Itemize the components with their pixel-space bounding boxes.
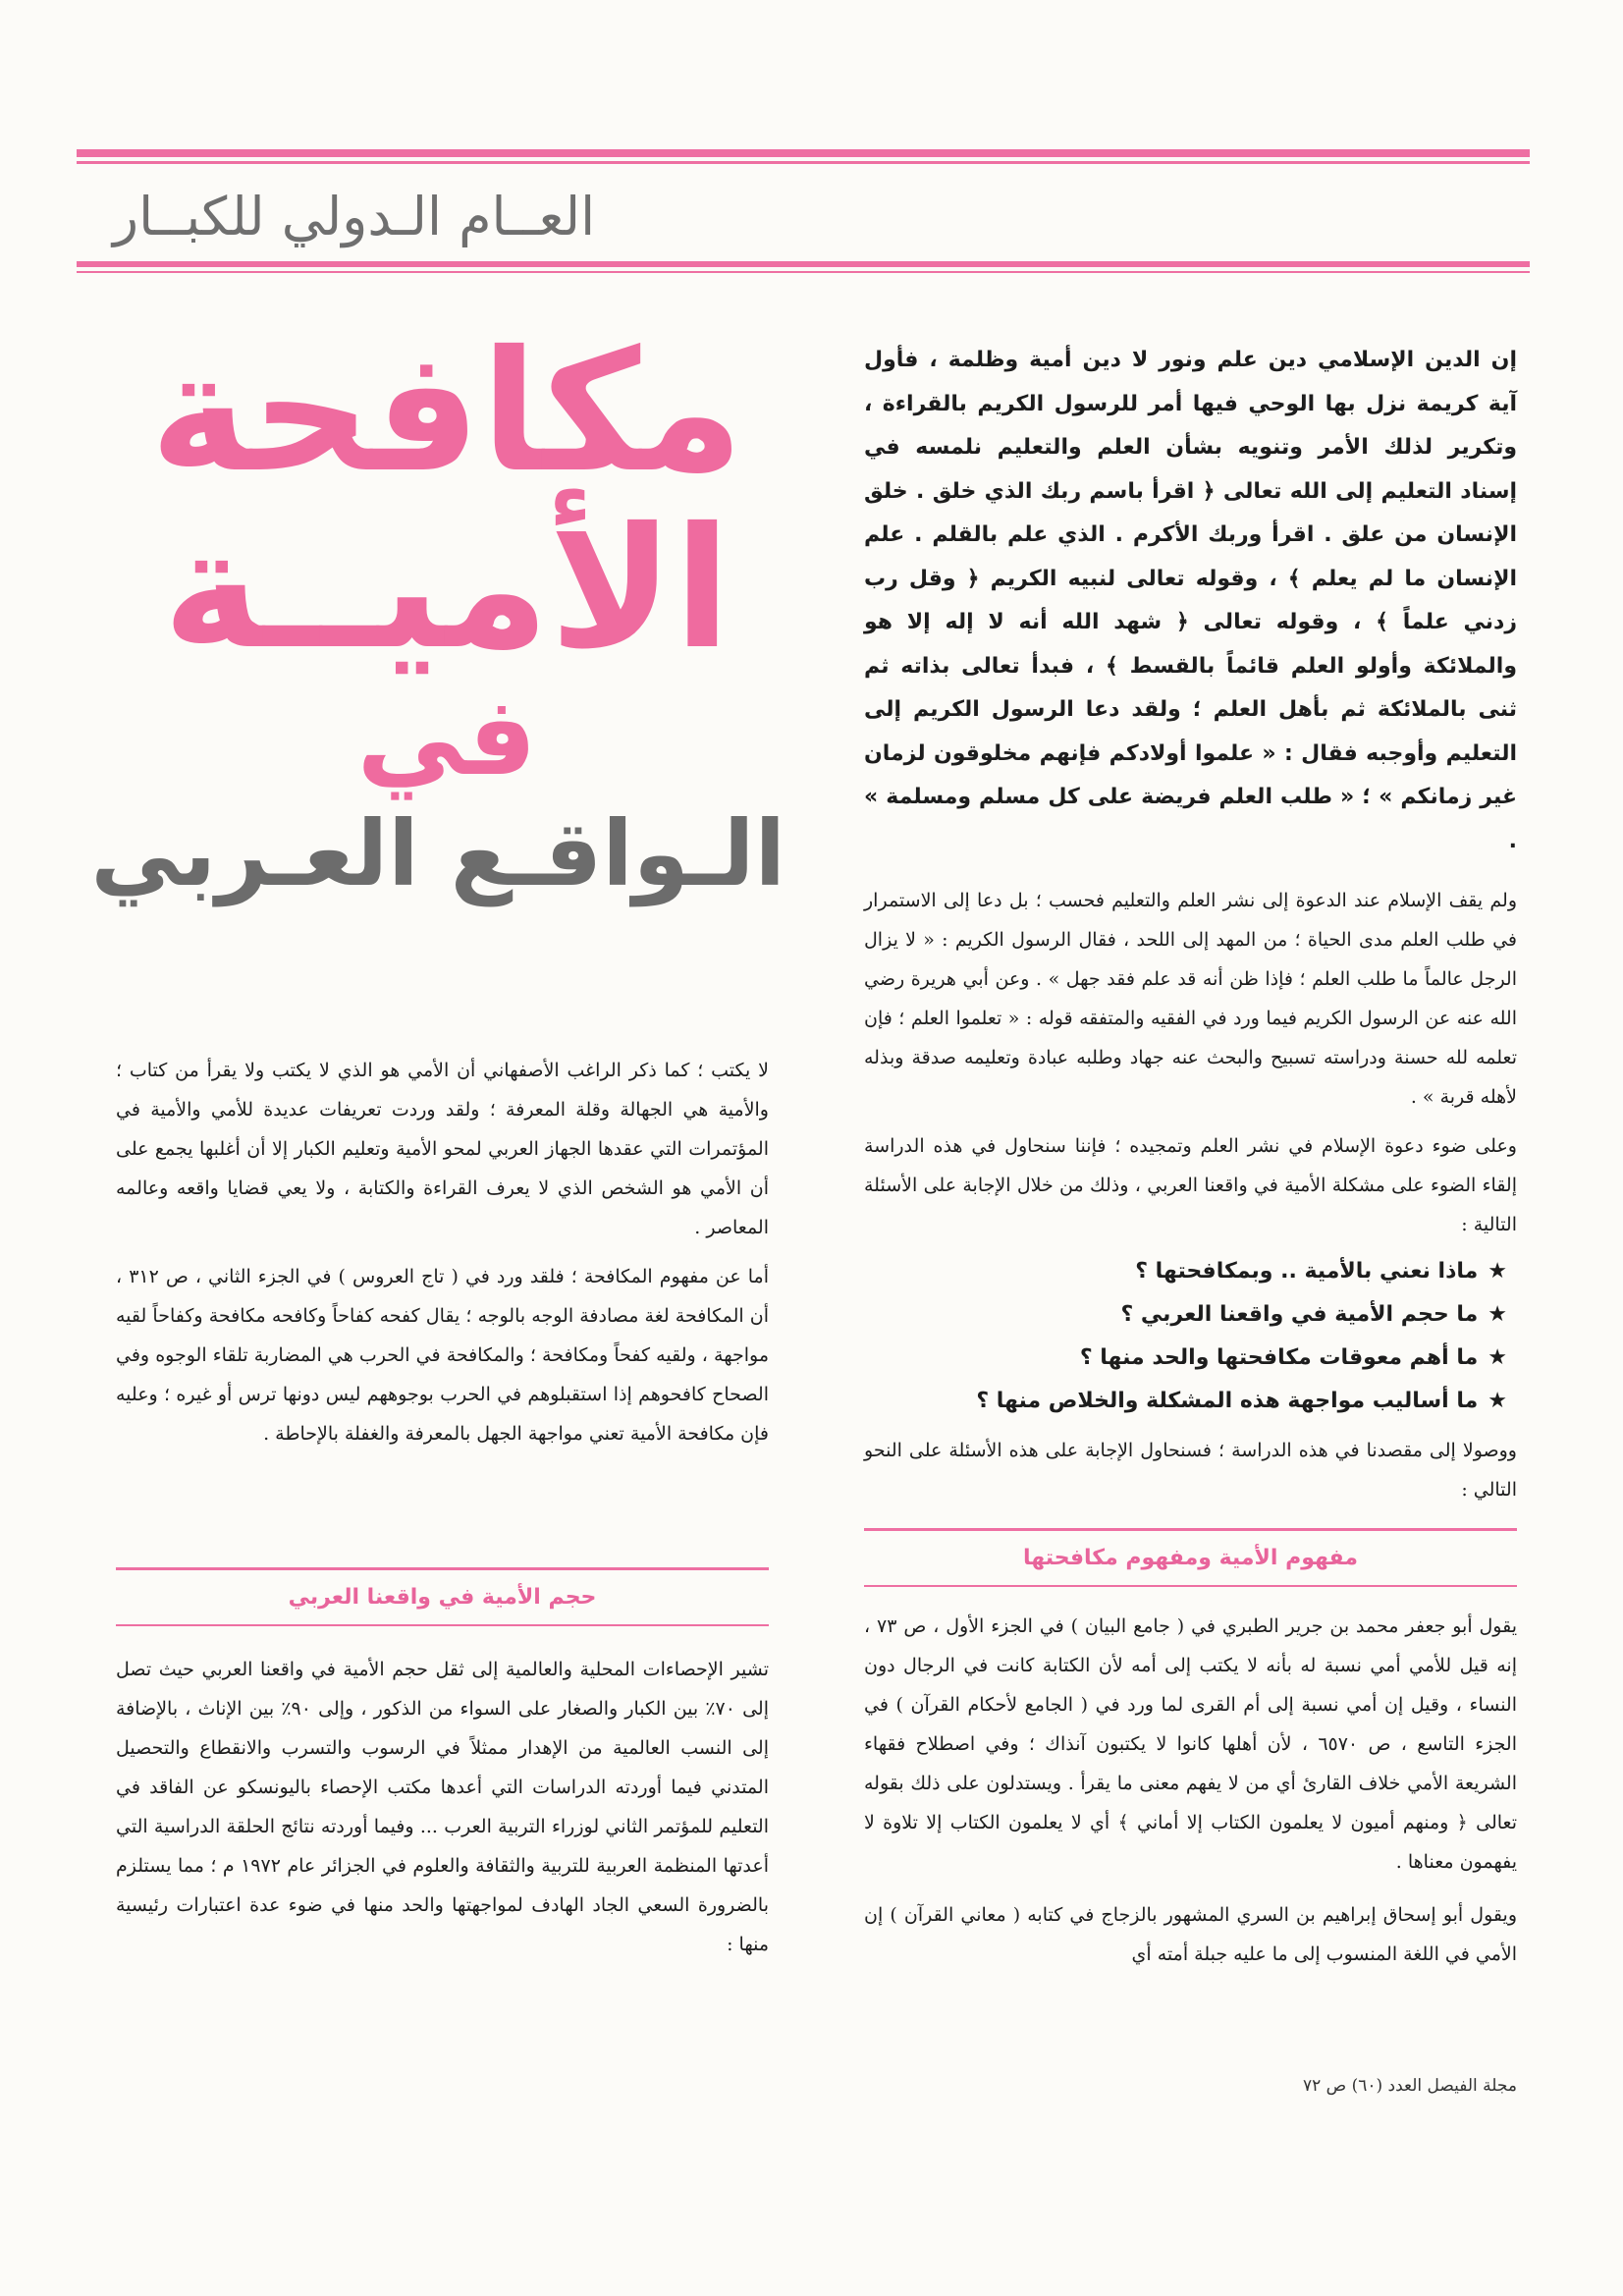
- section-rule-top: [116, 1567, 769, 1570]
- section-rule-bottom: [116, 1624, 769, 1626]
- page-citation: مجلة الفيصل العدد (٦٠) ص ٧٢: [1302, 2076, 1517, 2096]
- header-rule-top-thin: [77, 161, 1530, 164]
- article-title: [90, 315, 785, 992]
- article-title-line3: في: [356, 674, 537, 799]
- paragraph: أما عن مفهوم المكافحة ؛ فلقد ورد في ( تاج العروس ) في الجزء الثاني ، ص ٣١٢ ، أن المكافحة لغة مصادفة الوجه بالوجه ؛ يقال كفحه كفاحاً وكافحه مكافحة وكفاحاً لقيه مواجهة ، ولقيه كفحاً ومكافحة ؛ والمكافحة في الحرب هي المضاربة تلقاء الوجوه وفي الصحاح كافحوهم إذا استقبلوهم في الحرب بوجوههم ليس دونها ترس أو غيره ؛ وعليه فإن مكافحة الأمية تعني مواجهة الجهل بالمعرفة والغفلة بالإحاطة .: [116, 1266, 770, 1445]
- section-rule-bottom: [864, 1585, 1517, 1587]
- section-heading: مفهوم الأمية ومفهوم مكافحتها: [1022, 1546, 1358, 1570]
- star-icon: ★: [1488, 1389, 1507, 1413]
- list-item: [864, 1337, 1507, 1380]
- question-text: ما أهم معوقات مكافحتها والحد منها ؟: [1079, 1345, 1479, 1370]
- question-text: ما أساليب مواجهة هذه المشكلة والخلاص منها ؟: [976, 1389, 1479, 1413]
- article-title-line2: الأميــة: [162, 492, 731, 686]
- header-rule-bottom: [77, 261, 1530, 267]
- paragraph: يقول أبو جعفر محمد بن جرير الطبري في ( جامع البيان ) في الجزء الأول ، ص ٧٣ ، إنه قيل للأمي أمي نسبة له بأنه لا يكتب إلى أمه لأن الكتابة كانت في الرجال دون النساء ، وقيل إن أمي نسبة إلى أم القرى لما ورد في ( الجامع لأحكام القرآن ) في الجزء التاسع ، ص ٦٥٧٠ ، لأن أهلها كانوا لا يكتبون آنذاك ؛ وفي اصطلاح فقهاء الشريعة الأمي خلاف القارئ أي من لا يفهم معنى ما يقرأ . ويستدلون على ذلك بقوله تعالى ﴿ ومنهم أميون لا يعلمون الكتاب إلا أماني ﴾ أي لا يعلمون الكتاب إلا تلاوة لا يفهمون معناها .: [864, 1615, 1518, 1873]
- header-rule-top: [77, 149, 1530, 157]
- star-icon: ★: [1488, 1345, 1507, 1370]
- series-title: العــام الـدولي للكبــار: [113, 186, 596, 247]
- article-title-line4: الـواقـع العـربي: [90, 801, 785, 906]
- intro-paragraph: إن الدين الإسلامي دين علم ونور لا دين أمية وظلمة ، فأول آية كريمة نزل بها الوحي فيها أمر للرسول الكريم بالقراءة ، وتكرير لذلك الأمر وتنويه بشأن العلم والتعليم نلمسه في إسناد التعليم إلى الله تعالى ﴿ اقرأ باسم ربك الذي خلق . خلق الإنسان من علق . اقرأ وربك الأكرم . الذي علم بالقلم . علم الإنسان ما لم يعلم ﴾ ، وقوله تعالى لنبيه الكريم ﴿ وقل رب زدني علماً ﴾ ، وقوله تعالى ﴿ شهد الله أنه لا إله إلا هو والملائكة وأولو العلم قائماً بالقسط ﴾ ، فبدأ تعالى بذاته ثم ثنى بالملائكة ثم بأهل العلم ؛ ولقد دعا الرسول الكريم إلى التعليم وأوجبه فقال : « علموا أولادكم فإنهم مخلوقون لزمان غير زمانكم » ؛ « طلب العلم فريضة على كل مسلم ومسلمة » .: [864, 348, 1517, 853]
- question-text: ماذا نعني بالأمية .. وبمكافحتها ؟: [1135, 1259, 1479, 1284]
- paragraph: وعلى ضوء دعوة الإسلام في نشر العلم وتمجيده ؛ فإننا سنحاول في هذه الدراسة إلقاء الضوء على مشكلة الأمية في واقعنا العربي ، وذلك من خلال الإجابة على الأسئلة التالية :: [864, 1135, 1517, 1235]
- right-column-lower: [864, 1607, 1517, 1974]
- question-text: ما حجم الأمية في واقعنا العربي ؟: [1120, 1302, 1479, 1327]
- section-heading: حجم الأمية في واقعنا العربي: [288, 1585, 597, 1610]
- left-column: [116, 1051, 769, 1453]
- list-item: [864, 1380, 1507, 1423]
- paragraph: ووصولا إلى مقصدنا في هذه الدراسة ؛ فسنحاول الإجابة على هذه الأسئلة على النحو التالي :: [864, 1440, 1517, 1501]
- paragraph: ولم يقف الإسلام عند الدعوة إلى نشر العلم والتعليم فحسب ؛ بل دعا إلى الاستمرار في طلب العلم مدى الحياة ؛ من المهد إلى اللحد ، فقال الرسول الكريم : « لا يزال الرجل عالماً ما طلب العلم ؛ فإذا ظن أنه قد علم فقد جهل » . وعن أبي هريرة رضي الله عنه عن الرسول الكريم فيما ورد في الفقيه والمتفقه قوله : « تعلموا العلم ؛ فإن تعلمه لله حسنة ودراسته تسبيح والبحث عنه جهاد وطلبه عبادة وتعليمه صدقة وبذله لأهله قربة » .: [864, 890, 1517, 1108]
- paragraph: تشير الإحصاءات المحلية والعالمية إلى ثقل حجم الأمية في واقعنا العربي حيث تصل إلى ٧٠٪ بين الكبار والصغار على السواء من الذكور ، وإلى ٩٠٪ بين الإناث ، بالإضافة إلى النسب العالمية من الإهدار ممثلاً في الرسوب والتسرب والانقطاع والتحصيل المتدني فيما أوردته الدراسات التي أعدها مكتب الإحصاء باليونسكو عن الفاقد في التعليم للمؤتمر الثاني لوزراء التربية العرب ... وفيما أوردته نتائج الحلقة الدراسية التي أعدتها المنظمة العربية للتربية والثقافة والعلوم في الجزائر عام ١٩٧٢ م ؛ مما يستلزم بالضرورة السعي الجاد الهادف لمواجهتها والحد منها في ضوء عدة اعتبارات رئيسية منها :: [116, 1659, 770, 1955]
- list-item: [864, 1293, 1507, 1337]
- section-rule-top: [864, 1528, 1517, 1531]
- article-title-line1: مكافحة: [149, 315, 744, 510]
- left-column-lower: [116, 1650, 769, 1964]
- paragraph: ويقول أبو إسحاق إبراهيم بن السري المشهور بالزجاج في كتابه ( معاني القرآن ) إن الأمي في اللغة المنسوب إلى ما عليه جبلة أمته أي: [864, 1904, 1517, 1965]
- right-column: [864, 339, 1517, 1509]
- star-icon: ★: [1488, 1259, 1507, 1284]
- star-icon: ★: [1488, 1302, 1507, 1327]
- questions-list: [864, 1250, 1517, 1423]
- list-item: [864, 1250, 1507, 1293]
- paragraph: لا يكتب ؛ كما ذكر الراغب الأصفهاني أن الأمي هو الذي لا يكتب ولا يقرأ من كتاب ؛ والأمية هي الجهالة وقلة المعرفة ؛ ولقد وردت تعريفات عديدة للأمي والأمية في المؤتمرات التي عقدها الجهاز العربي لمحو الأمية وتعليم الكبار إلا أن أغلبها يجمع على أن الأمي هو الشخص الذي لا يعرف القراءة والكتابة ، ولا يعي قضايا واقعه وعالمه المعاصر .: [116, 1060, 769, 1238]
- header-rule-bottom-thin: [77, 271, 1530, 273]
